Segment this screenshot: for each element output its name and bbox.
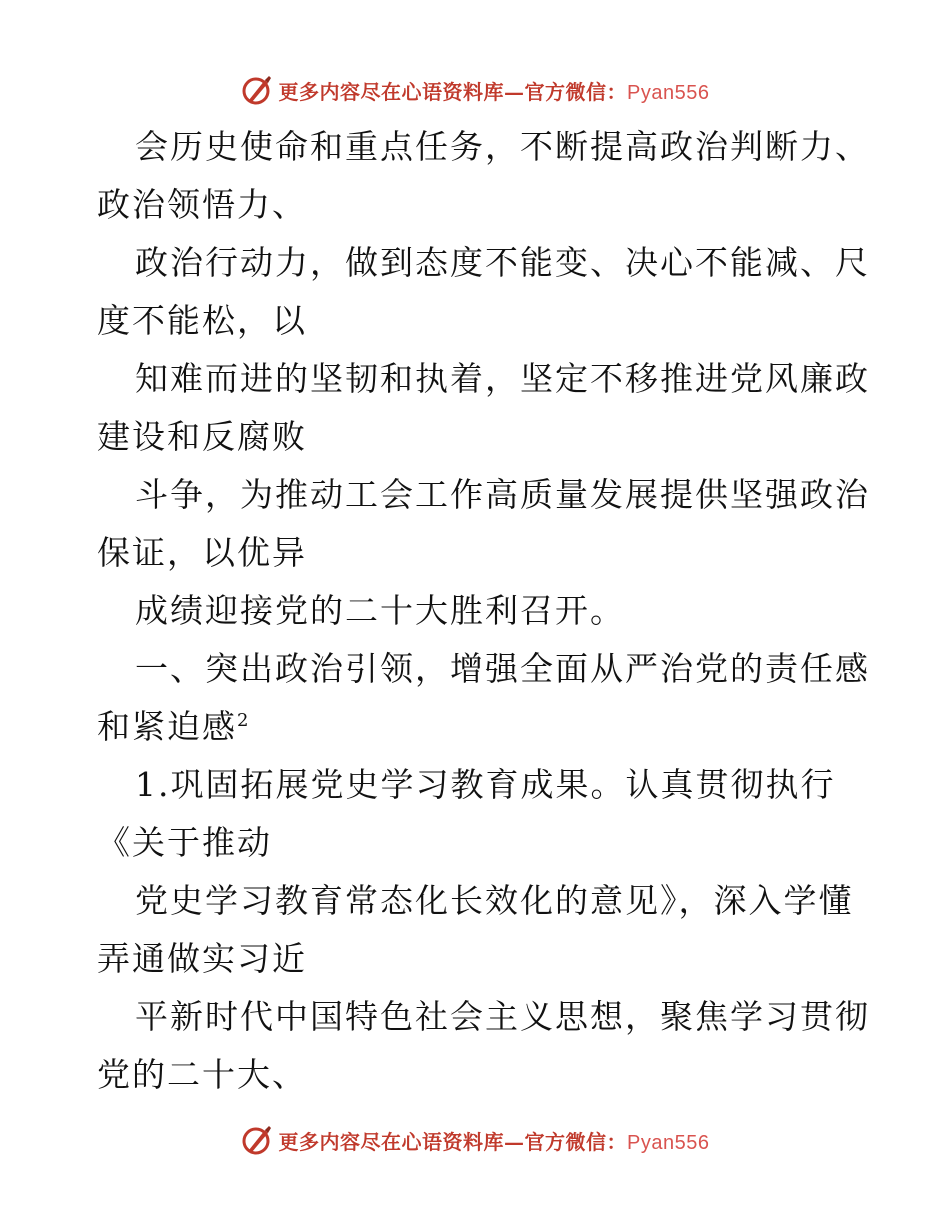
watermark-wechat-label: 官方微信： xyxy=(524,1129,628,1154)
body-line: 保证，以优异 xyxy=(97,533,307,572)
footnote-mark: 2 xyxy=(237,710,249,731)
watermark-separator: — xyxy=(504,79,525,104)
body-line: 1.巩固拓展党史学习教育成果。认真贯彻执行 xyxy=(135,765,836,804)
body-line: 政治领悟力、 xyxy=(97,185,307,224)
watermark-main: 更多内容尽在心语资料库 xyxy=(278,79,505,104)
pen-logo-icon xyxy=(241,1124,273,1156)
body-line: 建设和反腐败 xyxy=(97,417,307,456)
body-line: 《关于推动 xyxy=(97,823,272,862)
body-line: 会历史使命和重点任务，不断提高政治判断力、 xyxy=(135,127,870,166)
section-heading-text: 和紧迫感 xyxy=(97,707,237,746)
watermark-wechat-id: Pyan556 xyxy=(627,1131,710,1154)
watermark-main: 更多内容尽在心语资料库 xyxy=(278,1129,505,1154)
body-line: 政治行动力，做到态度不能变、决心不能减、尺 xyxy=(135,243,870,282)
body-line: 党的二十大、 xyxy=(97,1055,307,1094)
body-line: 平新时代中国特色社会主义思想，聚焦学习贯彻 xyxy=(135,997,870,1036)
watermark-text xyxy=(279,76,710,105)
document-body xyxy=(97,118,870,1104)
watermark-separator: — xyxy=(504,1129,525,1154)
body-line: 党史学习教育常态化长效化的意见》，深入学懂 xyxy=(135,881,854,920)
watermark-text xyxy=(279,1126,710,1155)
body-line: 弄通做实习近 xyxy=(97,939,307,978)
body-line: 斗争，为推动工会工作高质量发展提供坚强政治 xyxy=(135,475,870,514)
watermark-wechat-id: Pyan556 xyxy=(627,81,710,104)
watermark-wechat-label: 官方微信： xyxy=(524,79,628,104)
pen-logo-icon xyxy=(241,74,273,106)
body-line: 成绩迎接党的二十大胜利召开。 xyxy=(135,591,625,630)
section-heading-line: 一、突出政治引领，增强全面从严治党的责任感 xyxy=(135,649,870,688)
body-line: 知难而进的坚韧和执着，坚定不移推进党风廉政 xyxy=(135,359,870,398)
header-watermark-banner xyxy=(0,70,950,110)
footer-watermark-banner xyxy=(0,1120,950,1160)
section-heading-line-end xyxy=(97,698,857,756)
body-line: 度不能松，以 xyxy=(97,301,307,340)
